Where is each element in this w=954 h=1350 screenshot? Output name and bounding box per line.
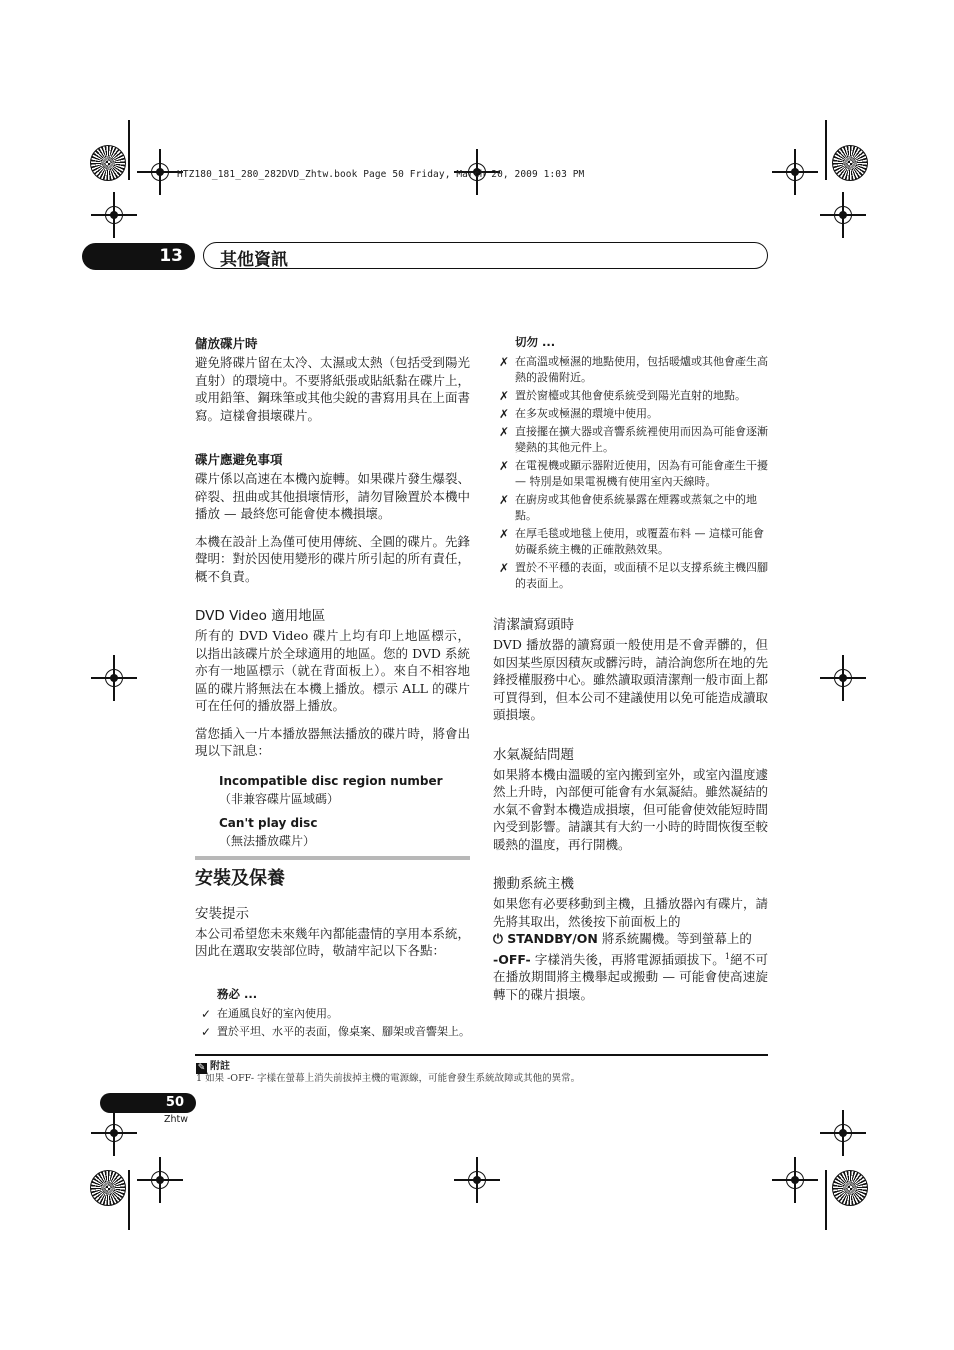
clean-heading: 清潔讀寫頭時 xyxy=(493,617,574,633)
cross-icon: ✗ xyxy=(499,561,510,575)
tips-paragraph: 本公司希望您未來幾年內都能盡情的享用本系統，因此在選取安裝部位時，敬請牢記以下各點： xyxy=(195,925,471,958)
region-heading: DVD Video 適用地區 xyxy=(195,608,326,624)
registration-mark xyxy=(828,1118,858,1148)
must-item-text: 在通風良好的室內使用。 xyxy=(217,1006,338,1020)
move-paragraph xyxy=(493,895,768,1003)
install-section-heading: 安裝及保養 xyxy=(195,867,285,889)
page-badge xyxy=(100,1093,196,1113)
move-text-4: 絕不可在播放期間將主機舉起或搬動 — 可能會使高速旋轉下的碟片損壞。 xyxy=(493,951,768,1002)
move-text-1: 如果您有必要移動到主機，且播放器內有碟片，請先將其取出，然後按下前面板上的 xyxy=(493,896,769,929)
registration-mark xyxy=(99,200,129,230)
registration-mark xyxy=(828,663,858,693)
section-divider xyxy=(195,856,470,860)
avoid-list-item xyxy=(493,560,768,592)
move-heading: 搬動系統主機 xyxy=(493,876,574,892)
avoid-list xyxy=(493,354,768,592)
standby-on-label: ⏻ STANDBY/ON xyxy=(493,931,598,946)
off-label: -OFF- xyxy=(493,951,531,967)
right-column xyxy=(493,334,768,1003)
avoid-list-item xyxy=(493,388,768,404)
registration-starburst-bottom-left xyxy=(90,1170,126,1206)
registration-mark xyxy=(99,663,129,693)
avoid-item-text: 在多灰或極濕的環境中使用。 xyxy=(515,407,658,420)
avoid-list-item xyxy=(493,458,768,490)
registration-mark xyxy=(780,157,810,187)
must-item-text: 置於平坦、水平的表面，像桌案、腳架或音響架上。 xyxy=(217,1024,470,1038)
avoid-item-text: 置於不平穩的表面，或面積不足以支撐系統主機四腳的表面上。 xyxy=(515,561,768,590)
footnote-ref: 1 xyxy=(724,951,730,961)
page-number: 50 xyxy=(165,1095,184,1110)
avoid-item-text: 置於窗檯或其他會使系統受到陽光直射的地點。 xyxy=(515,389,746,402)
check-icon: ✓ xyxy=(201,1006,212,1021)
avoid-item-text: 在廚房或其他會使系統暴露在煙霧或蒸氣之中的地點。 xyxy=(515,493,757,522)
avoid-heading: 切勿 ... xyxy=(515,335,556,349)
note-icon: ✎ xyxy=(197,1063,206,1073)
crop-line xyxy=(128,120,130,180)
must-list xyxy=(195,1006,470,1040)
move-text-2: 將系統關機。等到螢幕上的 xyxy=(601,931,752,946)
registration-mark xyxy=(462,1165,492,1195)
region-message-1-translation: （非兼容碟片區域碼） xyxy=(219,791,340,806)
condensation-heading: 水氣凝結問題 xyxy=(493,746,574,763)
avoid-list-item xyxy=(493,406,768,422)
region-paragraph-1: 所有的 DVD Video 碟片上均有印上地區標示，以指出該碟片於全球適用的地區。您的 DVD 系統亦有一地區標示（就在背面板上）。來自不相容地區的碟片將無法在本機上播放。標示 ALL 的碟片可在任何的播放器上播放。 xyxy=(195,628,470,713)
registration-mark xyxy=(828,200,858,230)
avoid-list-item xyxy=(493,424,768,456)
disc-heading: 碟片應避免事項 xyxy=(195,452,283,467)
cross-icon: ✗ xyxy=(499,425,510,439)
note-label: 附註 xyxy=(210,1061,230,1072)
avoid-list-item xyxy=(493,354,768,386)
avoid-item-text: 在電視機或顯示器附近使用，因為有可能會產生干擾 — 特別是如果電視機有使用室內天線時。 xyxy=(515,459,768,488)
region-message-2-translation: （無法播放碟片） xyxy=(219,833,316,848)
footnote-text: 1 如果 -OFF- 字樣在螢幕上消失前拔掉主機的電源線，可能會發生系統故障或其他的異常。 xyxy=(196,1073,581,1084)
cross-icon: ✗ xyxy=(499,389,510,403)
file-header: HTZ180_181_280_282DVD_Zhtw.book Page 50 Friday, March 20, 2009 1:03 PM xyxy=(177,169,585,180)
cross-icon: ✗ xyxy=(499,527,510,541)
avoid-item-text: 在厚毛毯或地毯上使用，或覆蓋布料 — 這樣可能會妨礙系統主機的正確散熱效果。 xyxy=(515,527,764,556)
move-text-3: 字樣消失後，再將電源插頭拔下。 xyxy=(534,951,725,967)
registration-mark xyxy=(780,1165,810,1195)
cross-icon: ✗ xyxy=(499,493,510,507)
chapter-title-box xyxy=(203,242,768,269)
registration-mark xyxy=(145,157,175,187)
registration-starburst-top-right xyxy=(832,145,868,181)
disc-paragraph-2: 本機在設計上為僅可使用傳統、全圓的碟片。先鋒聲明：對於因使用變形的碟片所引起的所有責任，概不負責。 xyxy=(195,533,471,584)
disc-paragraph-1: 碟片係以高速在本機內旋轉。如果碟片發生爆裂、碎裂、扭曲或其他損壞情形，請勿冒險置於本機中播放 — 最終您可能會使本機損壞。 xyxy=(195,471,471,521)
page-language: Zhtw xyxy=(164,1114,189,1125)
avoid-item-text: 直接擺在擴大器或音響系統裡使用而因為可能會逐漸變熱的其他元件上。 xyxy=(515,425,768,454)
cross-icon: ✗ xyxy=(499,355,510,369)
crop-line xyxy=(825,120,827,180)
check-icon: ✓ xyxy=(201,1024,212,1039)
registration-mark xyxy=(99,1118,129,1148)
chapter-badge xyxy=(82,243,195,270)
storage-heading: 儲放碟片時 xyxy=(195,336,258,351)
must-heading: 務必 ... xyxy=(217,986,258,1001)
must-list-item xyxy=(195,1024,470,1040)
avoid-list-item xyxy=(493,492,768,524)
cross-icon: ✗ xyxy=(499,407,510,421)
avoid-list-item xyxy=(493,526,768,558)
crop-line xyxy=(825,1170,827,1230)
registration-starburst-bottom-right xyxy=(832,1170,868,1206)
registration-starburst-top-left xyxy=(90,145,126,181)
registration-mark xyxy=(145,1165,175,1195)
tips-heading: 安裝提示 xyxy=(195,905,249,922)
chapter-number: 13 xyxy=(159,246,183,266)
must-list-item xyxy=(195,1006,470,1022)
left-column xyxy=(195,334,470,1042)
crop-line xyxy=(128,1170,130,1230)
cross-icon: ✗ xyxy=(499,459,510,473)
region-message-1: Incompatible disc region number xyxy=(219,773,443,788)
storage-paragraph: 避免將碟片留在太冷、太濕或太熱（包括受到陽光直射）的環境中。不要將紙張或貼紙黏在碟片上，或用鉛筆、鋼珠筆或其他尖銳的書寫用具在上面書寫。這樣會損壞碟片。 xyxy=(195,355,471,423)
chapter-title: 其他資訊 xyxy=(220,250,288,270)
condensation-paragraph: 如果將本機由溫暖的室內搬到室外，或室內溫度遽然上升時，內部便可能會有水氣凝結。雖然凝結的水氣不會對本機造成損壞，但可能會使效能短時間內受到影響。請讓其有大約一小時的時間恢復至較暖熱的溫度，再行開機。 xyxy=(493,766,769,852)
region-message-2: Can't play disc xyxy=(219,815,318,830)
clean-paragraph: DVD 播放器的讀寫頭一般使用是不會弄髒的，但如因某些原因積灰或髒污時，請洽詢您所在地的先鋒授權服務中心。雖然讀取頭清潔劑一般市面上都可買得到，但本公司不建議使用以免可能造成讀取頭損壞。 xyxy=(493,637,769,722)
avoid-item-text: 在高溫或極濕的地點使用，包括暖爐或其他會產生高熱的設備附近。 xyxy=(515,355,768,384)
region-paragraph-2: 當您插入一片本播放器無法播放的碟片時，將會出現以下訊息： xyxy=(195,725,471,758)
footnote-rule xyxy=(195,1054,768,1056)
